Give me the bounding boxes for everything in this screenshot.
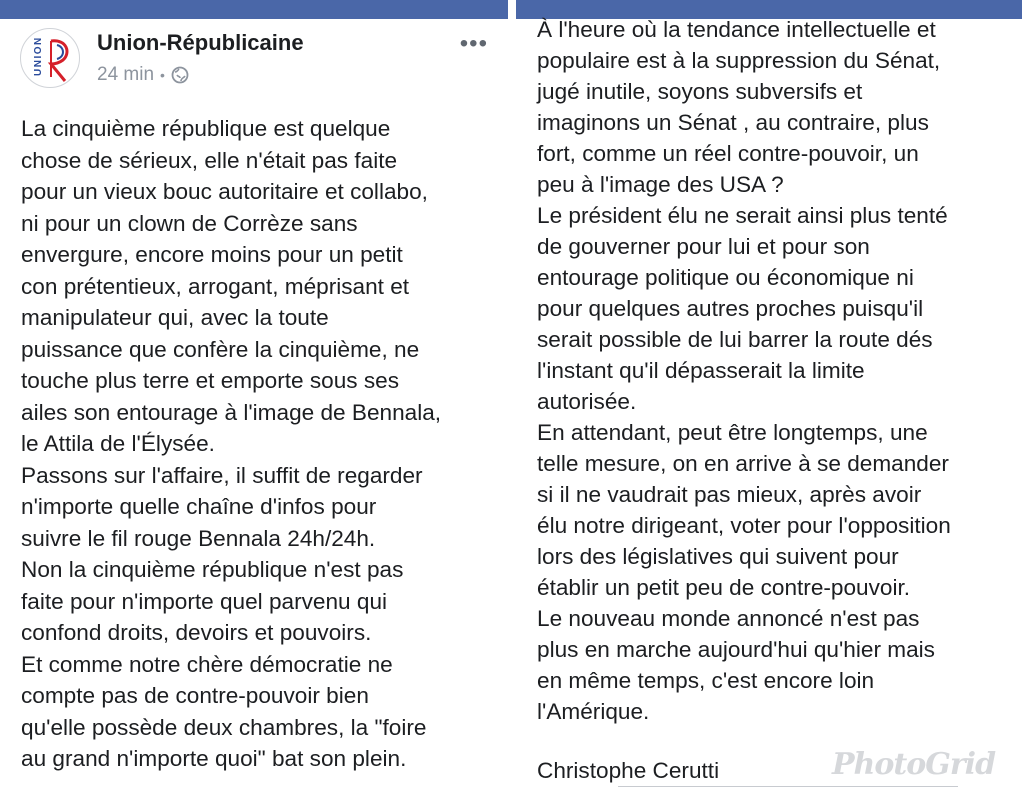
more-options-icon[interactable]: ••• — [459, 30, 488, 57]
globe-icon — [171, 66, 189, 84]
page-name[interactable]: Union-Républicaine — [97, 30, 304, 55]
post-text-left: La cinquième république est quelque chose de sérieux, elle n'était pas faite pour un vieux bouc autoritaire et collabo, ni pour un clown de Corrèze sans envergure, encore moins pour un petit con prétentieux, arrogant, méprisant et manipulateur qui, avec la toute puissance que confère la cinquième, ne touche plus terre et emporte sous ses ailes son entourage à l'image de Bennala, le Attila de l'Élysée. Passons sur l'affaire, il suffit de regarder n'importe quelle chaîne d'infos pour suivre le fil rouge Bennala 24h/24h. Non la cinquième république n'est pas faite pour n'importe quel parvenu qui confond droits, devoirs et pouvoirs. Et comme notre chère démocratie ne compte pas de contre-pouvoir bien qu'elle possède deux chambres, la "foire au grand n'importe quoi" bat son plein. — [21, 116, 442, 771]
photogrid-watermark: PhotoGrid — [832, 747, 996, 782]
post-header — [20, 28, 500, 98]
meta-separator: • — [160, 67, 165, 83]
logo-text: UNION — [33, 36, 44, 76]
panel-divider — [508, 0, 516, 803]
union-logo-icon — [21, 29, 79, 87]
left-panel — [0, 0, 508, 803]
top-bar — [0, 0, 508, 19]
avatar[interactable] — [20, 28, 80, 88]
post-text-right: À l'heure où la tendance intellectuelle et populaire est à la suppression du Sénat, jugé inutile, soyons subversifs et imaginons un Sénat , au contraire, plus fort, comme un réel contre-pouvoir, un peu à l'image des USA ? Le président élu ne serait ainsi plus tenté de gouverner pour lui et pour son entourage politique ou économique ni pour quelques autres proches puisqu'il serait possible de lui barrer la route dés l'instant qu'il dépasserait la limite autorisée. En attendant, peut être longtemps, une telle mesure, on en arrive à se demander si il ne vaudrait pas mieux, après avoir élu notre dirigeant, voter pour l'opposition lors des législatives qui suivent pour établir un petit peu de contre-pouvoir. Le nouveau monde annoncé n'est pas plus en marche aujourd'hui qu'hier mais en même temps, c'est encore loin l'Amérique. — [537, 17, 951, 724]
post-meta — [97, 64, 189, 86]
post-signature: Christophe Cerutti — [537, 758, 720, 783]
bottom-divider — [618, 786, 958, 787]
post-time[interactable]: 24 min — [97, 64, 155, 85]
